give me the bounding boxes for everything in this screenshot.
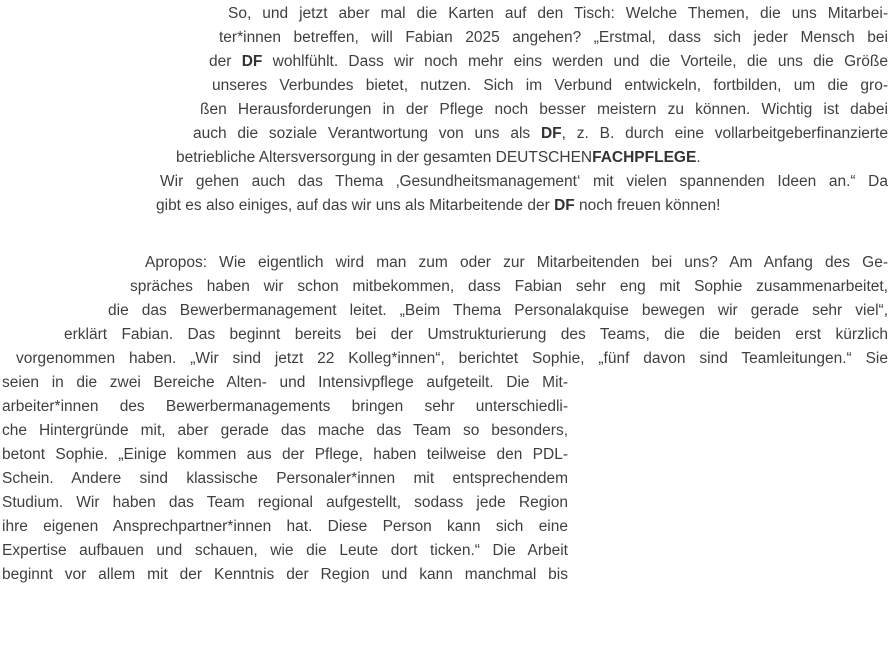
text-line: erklärt Fabian. Das beginnt bereits bei der Umstrukturierung des Teams, die die beiden erst kürzlich [64, 326, 888, 343]
df-abbreviation: DF [241, 53, 263, 70]
text-segment: noch freuen können! [574, 197, 721, 214]
text-segment: wohlfühlt. Dass wir noch mehr eins werden und die Vorteile, die uns die Größe [262, 53, 888, 70]
text-line: betont Sophie. „Einige kommen aus der Pflege, haben teilweise den PDL- [2, 446, 568, 463]
text-line [193, 122, 888, 146]
text-line: Schein. Andere sind klassische Personaler*innen mit entsprechendem [2, 470, 568, 487]
text-line: ter*innen betreffen, will Fabian 2025 angehen? „Erstmal, dass sich jeder Mensch bei [219, 29, 888, 46]
text-segment: auch die soziale Verantwortung von uns als [193, 125, 541, 142]
text-line: Studium. Wir haben das Team regional aufgestellt, sodass jede Region [2, 494, 568, 511]
text-line: Wir gehen auch das Thema ‚Gesundheitsmanagement‘ mit vielen spannenden Ideen an.“ Da [160, 173, 888, 190]
text-segment: betriebliche Altersversorgung in der gesamten DEUTSCHEN [176, 149, 593, 166]
text-segment: . [696, 149, 701, 166]
text-line: unseres Verbundes bietet, nutzen. Sich im Verbund entwickeln, fortbilden, um die gro- [212, 77, 888, 94]
text-line: che Hintergründe mit, aber gerade das mache das Team so besonders, [2, 422, 568, 439]
text-line: Apropos: Wie eigentlich wird man zum oder zur Mitarbeitenden bei uns? Am Anfang des Ge- [145, 254, 888, 271]
text-line: spräches haben wir schon mitbekommen, dass Fabian sehr eng mit Sophie zusammenarbeitet, [130, 278, 888, 295]
text-line: ßen Herausforderungen in der Pflege noch besser meistern zu können. Wichtig ist dabei [200, 101, 888, 118]
text-line [156, 194, 888, 218]
text-line: So, und jetzt aber mal die Karten auf den Tisch: Welche Themen, die uns Mitarbei- [228, 5, 888, 22]
text-line: ihre eigenen Ansprechpartner*innen hat. Diese Person kann sich eine [2, 518, 568, 535]
text-line: Expertise aufbauen und schauen, wie die Leute dort ticken.“ Die Arbeit [2, 542, 568, 559]
text-segment: , z. B. durch eine vollarbeitgeberfinanzierte [561, 125, 888, 142]
df-abbreviation: DF [540, 125, 562, 142]
text-line: arbeiter*innen des Bewerbermanagements bringen sehr unterschiedli- [2, 398, 568, 415]
text-line [176, 146, 888, 170]
text-line: seien in die zwei Bereiche Alten- und Intensivpflege aufgeteilt. Die Mit- [2, 374, 568, 391]
df-abbreviation: DF [554, 197, 575, 214]
text-segment: gibt es also einiges, auf das wir uns als Mitarbeitende der [156, 197, 555, 214]
text-line: vorgenommen haben. „Wir sind jetzt 22 Kolleg*innen“, berichtet Sophie, „fünf davon sind Teamleitungen.“ Sie [16, 350, 888, 367]
text-line: beginnt vor allem mit der Kenntnis der Region und kann manchmal bis [2, 566, 568, 583]
text-line: die das Bewerbermanagement leitet. „Beim Thema Personalakquise bewegen wir gerade sehr viel“, [108, 302, 888, 319]
text-line [209, 50, 888, 74]
text-segment: der [209, 53, 242, 70]
fachpflege-brand: FACHPFLEGE [592, 149, 697, 166]
